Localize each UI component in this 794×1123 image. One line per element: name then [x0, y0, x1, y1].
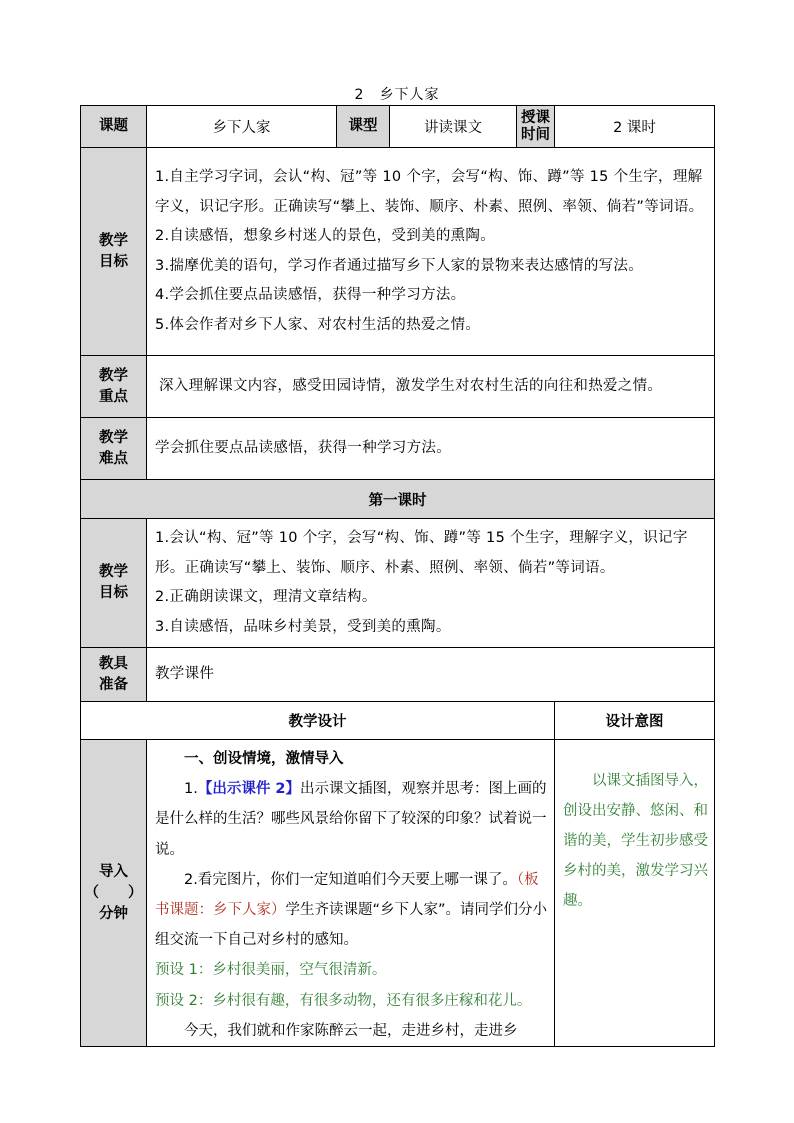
difficulties-label-line1: 教学	[99, 429, 128, 446]
objectives-row	[81, 148, 715, 356]
objective-item: 3.揣摩优美的语句，学习作者通过描写乡下人家的景物来表达感情的写法。	[155, 257, 644, 274]
stage-label	[81, 740, 147, 1047]
time-label-line1: 授课	[521, 109, 550, 126]
objective-item: 1.自主学习字词，会认“构、冠”等 10 个字，会写“构、饰、蹲”等 15 个生字，理解字义，识记字形。正确读写“攀上、装饰、顺序、朴素、照例、率领、倘若”等词语。	[155, 169, 704, 215]
key-points-label	[81, 356, 147, 418]
design-paragraph-1	[155, 774, 552, 865]
teaching-aids-label-line1: 教具	[99, 655, 128, 672]
teaching-aids-label-line2: 准备	[99, 676, 128, 693]
lesson1-objectives-label	[81, 519, 147, 648]
lesson1-objective-item: 3.自读感悟，品味乡村美景，受到美的熏陶。	[155, 618, 451, 635]
difficulties-text: 学会抓住要点品读感悟，获得一种学习方法。	[147, 418, 715, 480]
key-points-text: 深入理解课文内容，感受田园诗情，激发学生对农村生活的向往和热爱之情。	[147, 356, 715, 418]
lesson1-objectives-label-line1: 教学	[99, 564, 128, 580]
stage-label-line3: 分钟	[99, 905, 128, 922]
design-paragraph-2	[155, 865, 552, 956]
teaching-aids-label	[81, 648, 147, 702]
preset-1: 预设 1：乡村很美丽，空气很清新。	[155, 962, 387, 979]
topic-label: 课题	[81, 106, 147, 148]
stage-label-line1: 导入	[99, 863, 128, 880]
design-row	[81, 740, 715, 1047]
p1-text: 出示课文插图，观察并思考：图上画的是什么样的生活？哪些风景给你留下了较深的印象？试着说一说。	[155, 781, 547, 858]
type-value: 讲读课文	[390, 106, 517, 148]
design-paragraph-3: 今天，我们就和作家陈醉云一起，走进乡村，走进乡	[184, 1022, 518, 1039]
lesson1-objective-item: 2.正确朗读课文，理清文章结构。	[155, 589, 377, 605]
design-header: 教学设计	[81, 702, 555, 740]
time-label-line2: 时间	[521, 126, 550, 143]
key-points-row	[81, 356, 715, 418]
intent-header: 设计意图	[555, 702, 715, 740]
objective-item: 4.学会抓住要点品读感悟，获得一种学习方法。	[155, 287, 466, 303]
lesson1-title: 第一课时	[81, 480, 715, 519]
objectives-label	[81, 148, 147, 356]
lesson1-objectives-label-line2: 目标	[99, 585, 128, 601]
difficulties-label	[81, 418, 147, 480]
design-intent: 以课文插图导入，创设出安静、悠闲、和谐的美，学生初步感受乡村的美，激发学习兴趣。	[555, 740, 715, 1047]
stage-label-line2: （ ）	[84, 884, 143, 901]
lesson-plan-table	[80, 105, 714, 1047]
type-label: 课型	[337, 106, 390, 148]
objective-item: 5.体会作者对乡下人家、对农村生活的热爱之情。	[155, 316, 481, 333]
design-header-row	[81, 702, 715, 740]
lesson1-objectives-row	[81, 519, 715, 648]
objectives-label-line1: 教学	[99, 232, 128, 249]
teaching-aids-row	[81, 648, 715, 702]
p1-prefix: 1.	[184, 781, 198, 798]
board-note: （板书课题：乡下人家）	[155, 871, 539, 919]
p2-text-b: 学生齐读课题“乡下人家”。请同学们分小组交流一下自己对乡村的感知。	[155, 902, 548, 949]
lesson1-objectives-content	[147, 519, 715, 648]
document-title: 2 乡下人家	[354, 87, 440, 103]
design-content	[147, 740, 555, 1047]
lesson1-title-row	[81, 480, 715, 519]
key-points-label-line2: 重点	[99, 388, 128, 405]
header-row	[81, 106, 715, 148]
section-heading: 一、创设情境，激情导入	[184, 751, 344, 767]
objectives-label-line2: 目标	[99, 253, 128, 270]
preset-2: 预设 2：乡村很有趣，有很多动物，还有很多庄稼和花儿。	[155, 992, 532, 1009]
time-value: 2 课时	[555, 106, 715, 148]
time-label	[517, 106, 555, 148]
difficulties-row	[81, 418, 715, 480]
p2-text-a: 2.看完图片，你们一定知道咱们今天要上哪一课了。	[184, 871, 517, 888]
lesson1-objective-item: 1.会认“构、冠”等 10 个字，会写“构、饰、蹲”等 15 个生字，理解字义，识记字形。正确读写“攀上、装饰、顺序、朴素、照例、率领、倘若”等词语。	[155, 530, 688, 576]
topic-value: 乡下人家	[147, 106, 337, 148]
objective-item: 2.自读感悟，想象乡村迷人的景色，受到美的熏陶。	[155, 228, 496, 244]
courseware-tag: 【出示课件 2】	[197, 781, 300, 798]
objectives-content	[147, 148, 715, 356]
teaching-aids-text: 教学课件	[147, 648, 715, 702]
difficulties-label-line2: 难点	[99, 450, 128, 467]
key-points-label-line1: 教学	[99, 367, 128, 384]
